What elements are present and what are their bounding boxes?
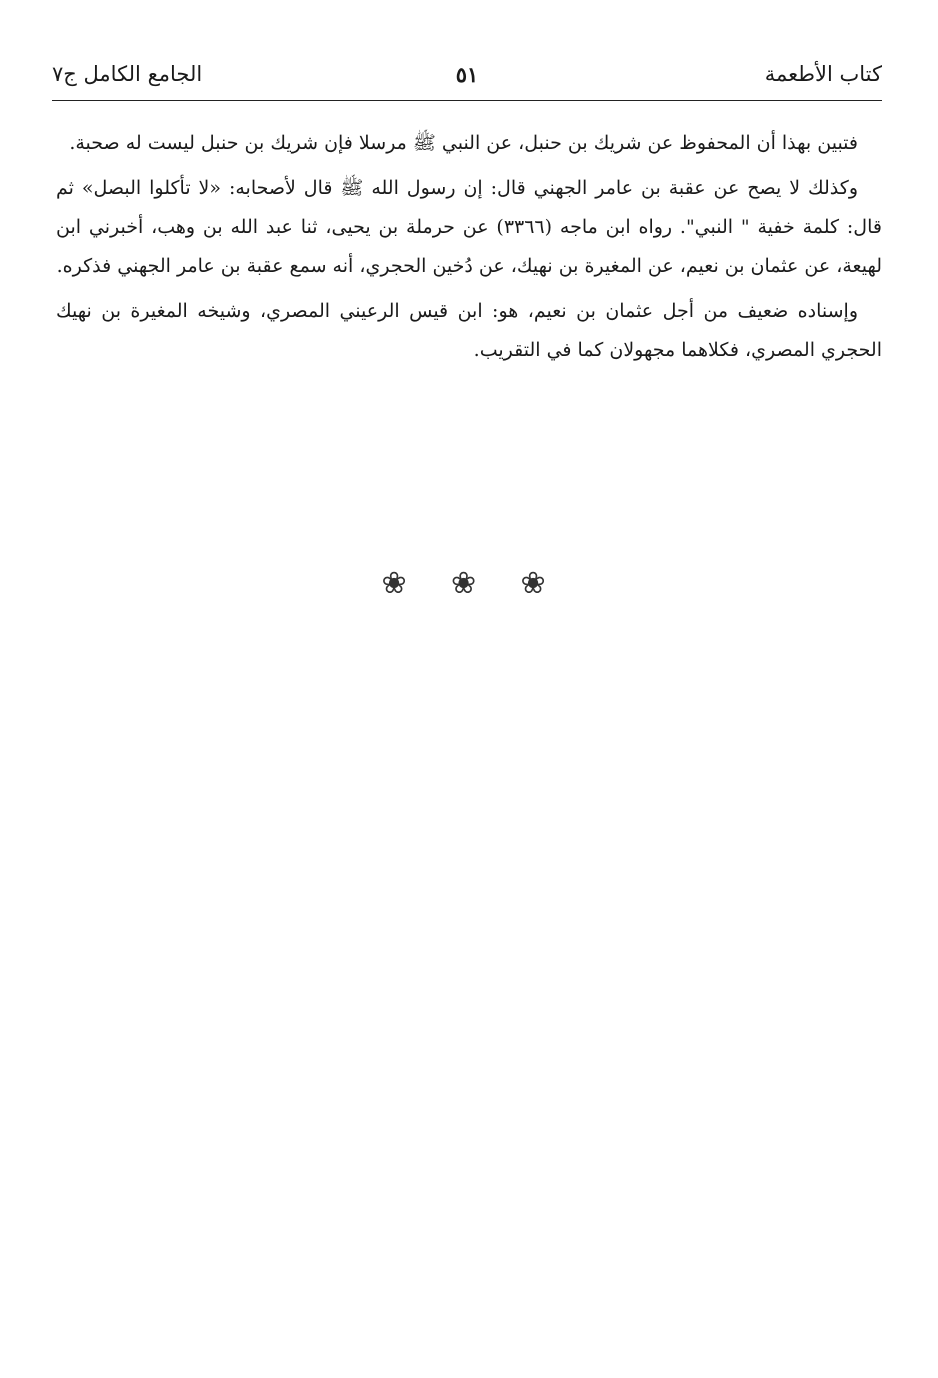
volume-title: الجامع الكامل ج٧	[52, 62, 203, 86]
main-text	[56, 124, 882, 376]
paragraph: وكذلك لا يصح عن عقبة بن عامر الجهني قال: إن رسول الله ﷺ قال لأصحابه: «لا تأكلوا البصل» ثم قال: كلمة خفية " النبي". رواه ابن ماجه (٣٣٦٦) عن حرملة بن يحيى، ثنا عبد الله بن وهب، أخبرني ابن لهيعة، عن عثمان بن نعيم، عن المغيرة بن نهيك، عن دُخين الحجري، أنه سمع عقبة بن عامر الجهني فذكره.	[56, 177, 882, 277]
header-divider	[52, 100, 882, 101]
paragraph: فتبين بهذا أن المحفوظ عن شريك بن حنبل، عن النبي ﷺ مرسلا فإن شريك بن حنبل ليست له صحبة.	[69, 132, 858, 154]
page-number: ٥١	[455, 62, 479, 87]
page-header	[52, 58, 882, 98]
flower-ornament-icon: ❀	[381, 566, 431, 601]
flower-ornament-icon: ❀	[451, 566, 501, 601]
book-title: كتاب الأطعمة	[764, 62, 882, 86]
flower-ornament-icon: ❀	[520, 566, 570, 601]
section-end-ornaments	[0, 566, 938, 601]
paragraph: وإسناده ضعيف من أجل عثمان بن نعيم، هو: ابن قيس الرعيني المصري، وشيخه المغيرة بن نهيك الحجري المصري، فكلاهما مجهولان كما في التقريب.	[56, 300, 882, 361]
